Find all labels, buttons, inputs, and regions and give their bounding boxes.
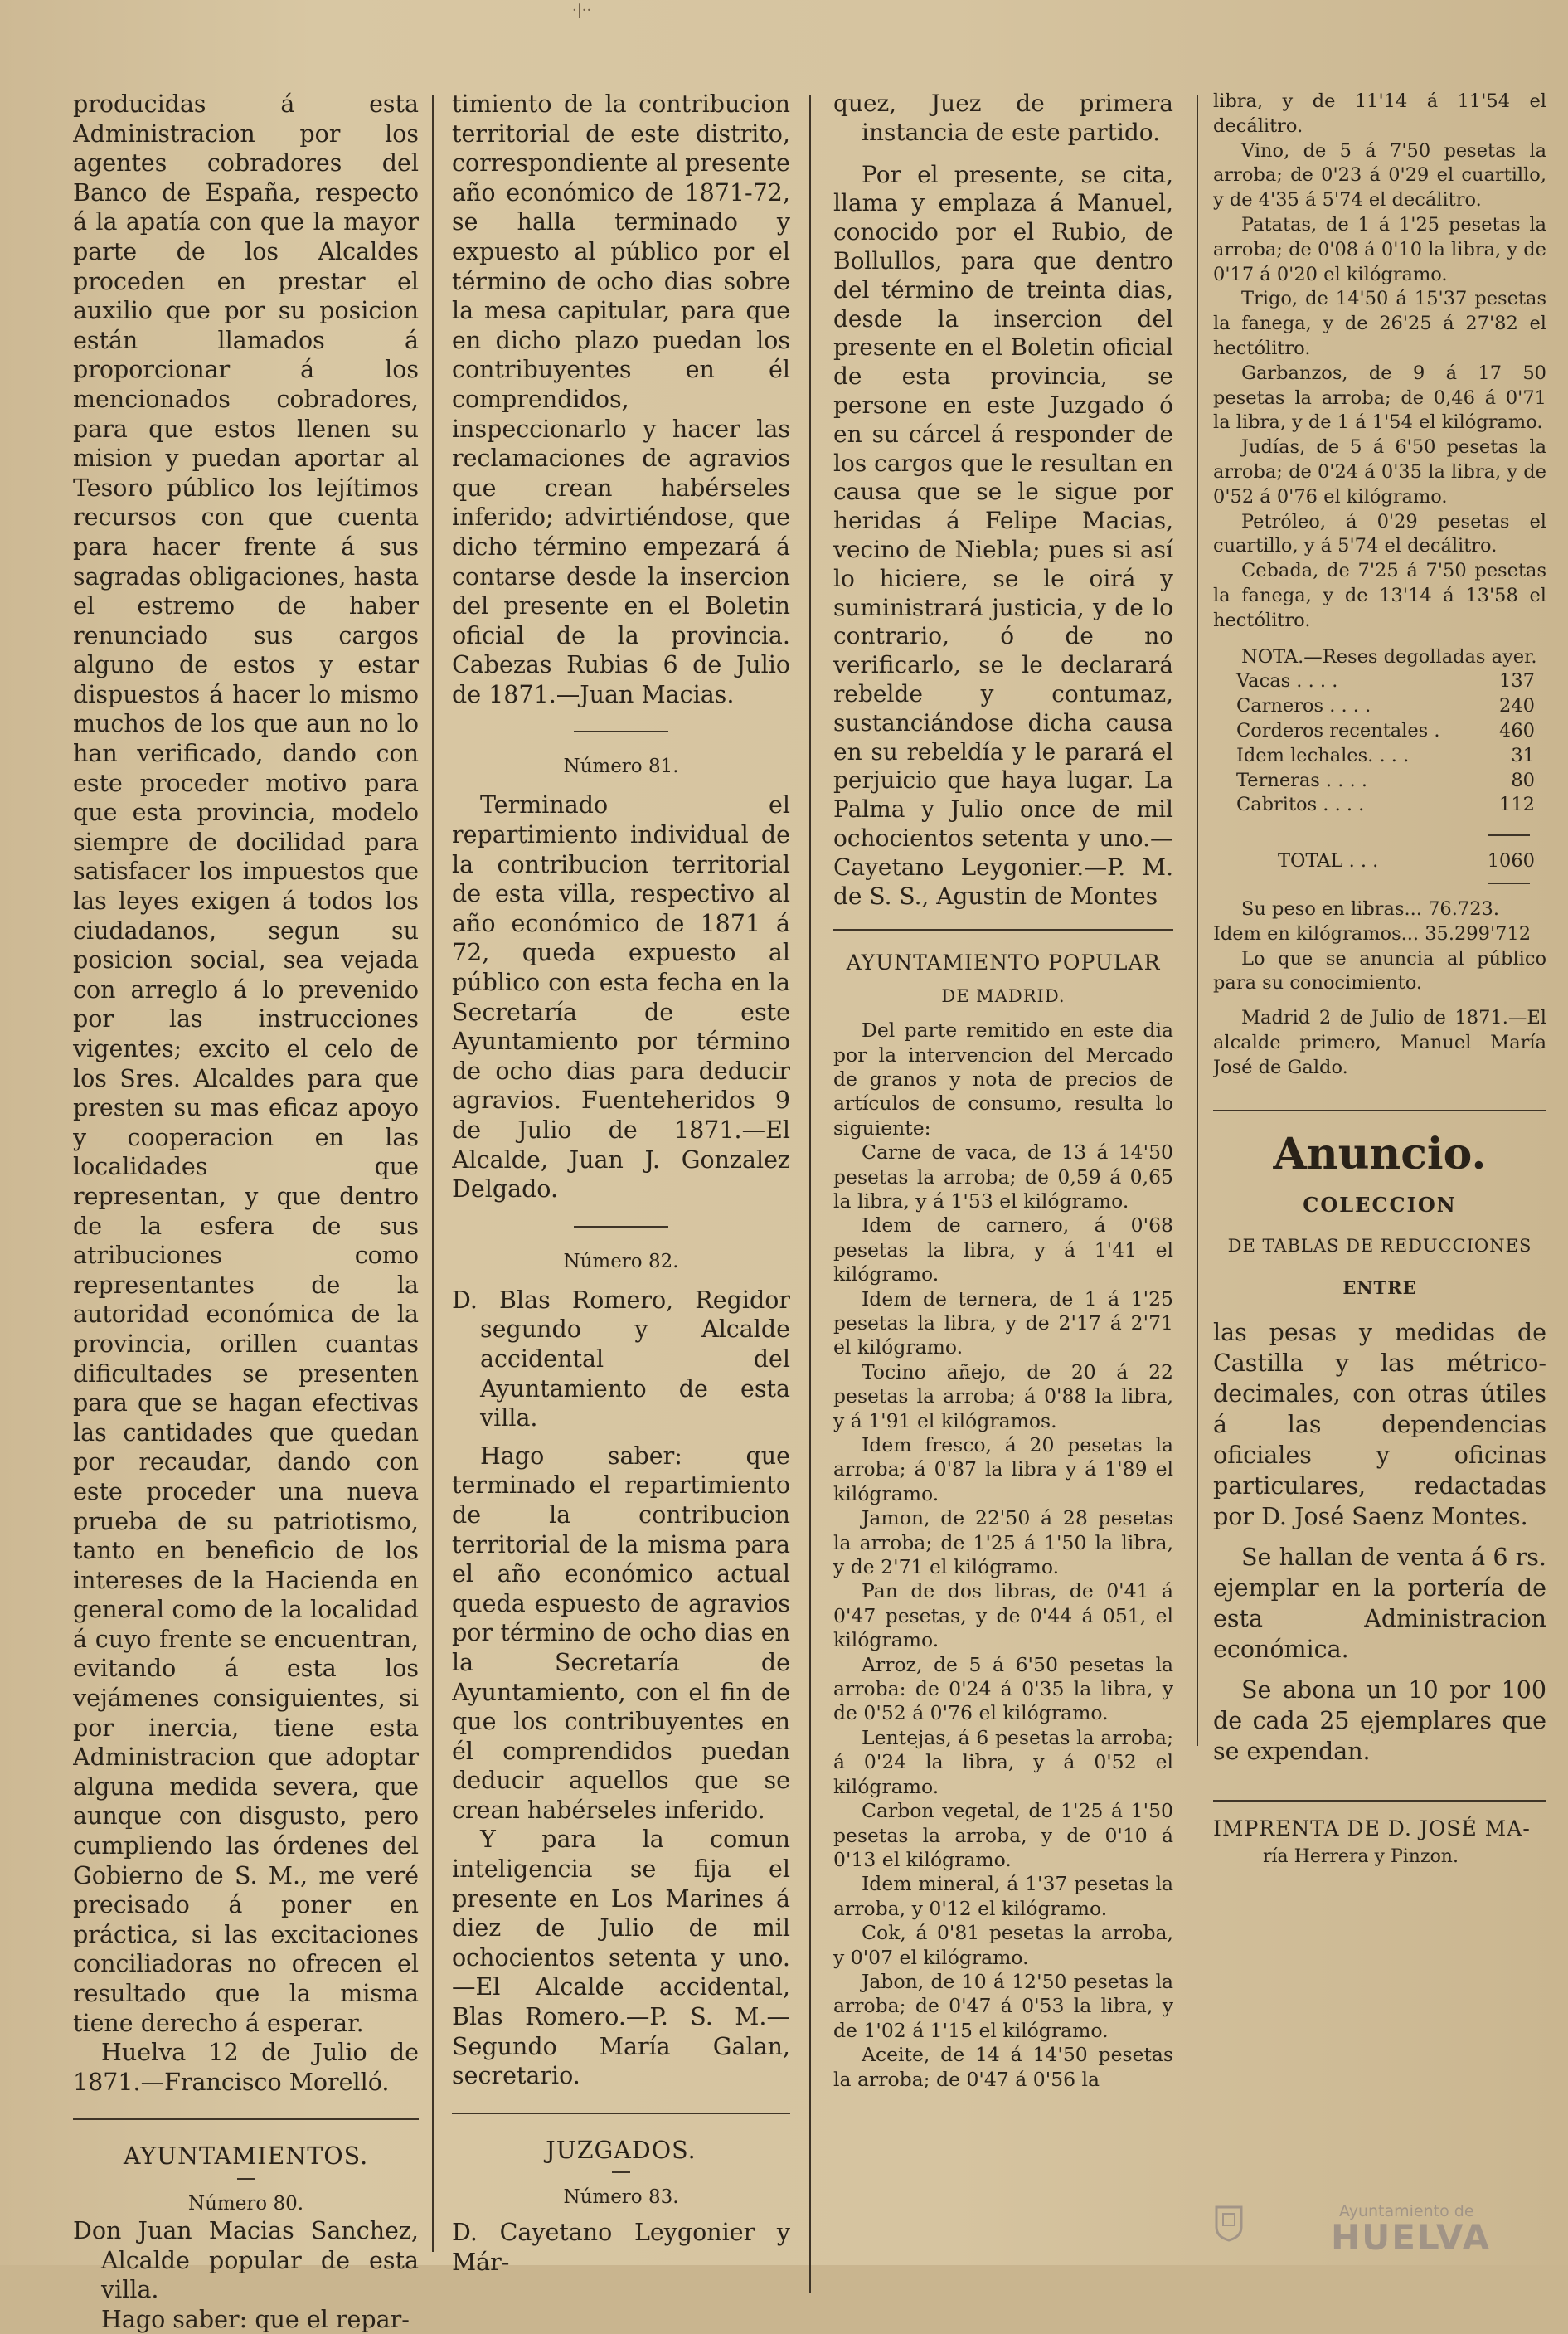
price-item: Arroz, de 5 á 6'50 pesetas la arroba: de 0'24 á 0'35 la libra, y de 0'52 á 0'76 el kilógramo.	[833, 1652, 1173, 1725]
reses-count: 460	[1499, 719, 1535, 742]
coleccion-heading: COLECCION	[1303, 1193, 1457, 1218]
reses-row	[1213, 669, 1546, 694]
signature-line: Huelva 12 de Julio de 1871.—Francisco Morelló.	[73, 2039, 419, 2096]
price-item: libra, y de 11'14 á 11'54 el decálitro.	[1213, 90, 1546, 137]
reses-count: 31	[1511, 744, 1535, 766]
reses-row	[1213, 793, 1546, 818]
reses-label: Cabritos . . . .	[1236, 794, 1365, 816]
notice-text: Hago saber: que terminado el repartimiento de la contribucion territorial de la misma para el año económico actual queda espuesto de agravios por término de ocho dias en la Secretaría de Ayuntamiento, con el fin de que los contribuyentes en él comprendidos puedan deducir aquellos que se crean habérseles inferido.	[452, 1442, 790, 1824]
reses-row	[1213, 769, 1546, 794]
price-item: Tocino añejo, de 20 á 22 pesetas la arroba; á 0'88 la libra, y á 1'91 el kilógramos.	[833, 1359, 1173, 1432]
reses-label: Carneros . . . .	[1236, 695, 1371, 717]
price-item: Pan de dos libras, de 0'41 á 0'47 pesetas, y de 0'44 á 051, el kilógramo.	[833, 1579, 1173, 1652]
reses-row	[1213, 694, 1546, 719]
madrid-signature: Madrid 2 de Julio de 1871.—El alcalde primero, Manuel María José de Galdo.	[1213, 1007, 1546, 1078]
watermark-line: Ayuntamiento de	[1339, 2202, 1474, 2220]
section-divider	[452, 2113, 790, 2114]
section-divider	[1213, 1110, 1546, 1111]
column-4	[1213, 90, 1546, 1869]
reses-label: Corderos recentales .	[1236, 719, 1440, 742]
price-item: Carbon vegetal, de 1'25 á 1'50 pesetas la arroba, y de 0'10 á 0'13 el kilógramo.	[833, 1799, 1173, 1871]
reses-count: 80	[1511, 769, 1535, 791]
short-dash	[237, 2178, 255, 2180]
total-row	[1213, 849, 1546, 874]
notice-issuer: D. Blas Romero, Regidor segundo y Alcalde accidental del Ayuntamiento de esta villa.	[452, 1286, 790, 1432]
madrid-heading: AYUNTAMIENTO POPULAR	[846, 951, 1161, 975]
notice-text: Y para la comun inteligencia se fija el presente en Los Marines á diez de Julio de mil ochocientos setenta y uno.—El Alcalde accidental, Blas Romero.—P. S. M.—Segundo María Galan, secretario.	[452, 1826, 790, 2090]
reses-count: 137	[1499, 670, 1535, 693]
notice-text: Por el presente, se cita, llama y emplaza á Manuel, conocido por el Rubio, de Bollullos, para que dentro del término de treinta dias, desde la insercion del presente en el Boletin oficial de esta provincia, se persone en este Juzgado ó en su cárcel á responder de los cargos que le resultan en causa que se le sigue por heridas á Felipe Macias, vecino de Niebla; pues si así lo hiciere, se le oirá y suministrará justicia, y de lo contrario, ó de no verificarlo, se le declarará rebelde y contumaz, sustanciándose dicha causa en su rebeldía y le parará el perjuicio que haya lugar. La Palma y Julio once de mil ochocientos setenta y uno.—Cayetano Leygonier.—P. M. de S. S., Agustin de Montes	[833, 160, 1173, 910]
anuncio-text: Se hallan de venta á 6 rs. ejemplar en la portería de esta Administracion económica.	[1213, 1543, 1546, 1663]
price-item: Jabon, de 10 á 12'50 pesetas la arroba; de 0'47 á 0'53 la libra, y de 1'02 á 1'15 el kilógramo.	[833, 1969, 1173, 2042]
sum-rule	[1488, 883, 1530, 884]
total-value: 1060	[1487, 850, 1535, 873]
section-divider	[1213, 1800, 1546, 1802]
archive-watermark	[1215, 2202, 1555, 2258]
tablas-heading: DE TABLAS DE REDUCCIONES	[1227, 1236, 1532, 1257]
column-3	[833, 90, 1173, 2092]
price-item: Trigo, de 14'50 á 15'37 pesetas la fanega, y de 26'25 á 27'82 el hectólitro.	[1213, 288, 1546, 359]
notice-number: Número 83.	[563, 2186, 679, 2209]
reses-row	[1213, 744, 1546, 769]
sum-rule	[1488, 834, 1530, 836]
notice-text: timiento de la contribucion territorial de este distrito, correspondiente al presente año económico de 1871-72, se halla terminado y expuesto al público por el término de ocho dias sobre la mesa capitular, para que en dicho plazo puedan los contribuyentes en él comprendidos, inspeccionarlo y hacer las reclamaciones de agravios que crean habérseles inferido; advirtiéndose, que dicho término empezará á contarse desde la insercion del presente en el Boletin oficial de la provincia. Cabezas Rubias 6 de Julio de 1871.—Juan Macias.	[452, 90, 790, 708]
column-rule	[1197, 95, 1198, 1746]
reses-count: 240	[1499, 695, 1535, 717]
reses-row	[1213, 719, 1546, 744]
anuncio-text: las pesas y medidas de Castilla y las métrico-decimales, con otras útiles á las dependencias oficiales y oficinas particulares, redactadas por D. José Saenz Montes.	[1213, 1318, 1546, 1530]
price-item: Cebada, de 7'25 á 7'50 pesetas la fanega, y de 13'14 á 13'58 el hectólitro.	[1213, 560, 1546, 631]
column-rule	[809, 95, 811, 2293]
price-item: Aceite, de 14 á 14'50 pesetas la arroba; de 0'47 á 0'56 la	[833, 2043, 1173, 2091]
short-dash	[612, 2171, 630, 2173]
announce-line: Lo que se anuncia al público para su conocimiento.	[1213, 947, 1546, 994]
price-item: Jamon, de 22'50 á 28 pesetas la arroba; de 1'25 á 1'50 la libra, y de 2'71 el kilógramo.	[833, 1506, 1173, 1579]
notice-number: Número 82.	[563, 1250, 679, 1272]
weight-line: Idem en kilógramos... 35.299'712	[1213, 922, 1532, 945]
circular-text: producidas á esta Administracion por los agentes cobradores del Banco de España, respecto á la apatía con que la mayor parte de los Alcaldes proceden en prestar el auxilio que por su posicion están llamados á proporcionar á los mencionados cobradores, para que estos llenen su mision y puedan aportar al Tesoro público los lejítimos recursos con que cuenta para hacer frente á sus sagradas obligaciones, hasta el estremo de haber renunciado sus cargos alguno de estos y estar dispuestos á hacer lo mismo muchos de los que aun no lo han verificado, dando con este proceder motivo para que esta provincia, modelo siempre de docilidad para satisfacer los impuestos que las leyes exigen á todos los ciudadanos, segun su posicion social, sea vejada con arreglo á lo prevenido por las instrucciones vigentes; excito el celo de los Sres. Alcaldes para que presten su mas eficaz apoyo y cooperacion en las localidades que representan, y que dentro de la esfera de sus atribuciones como representantes de la autoridad económica de la provincia, orillen cuantas dificultades se presenten para que se hagan efectivas las cantidades que quedan por recaudar, dando con este proceder una nueva prueba de su patriotismo, tanto en beneficio de los intereses de la Hacienda en general como de la localidad á cuyo frente se encuentran, evitando á esta los vejámenes consiguientes, si por inercia, tiene esta Administracion que adoptar alguna medida severa, que aunque con disgusto, pero cumpliendo las órdenes del Gobierno de S. M., me veré precisado á poner en práctica, si las excitaciones conciliadoras no ofrecen el resultado que la misma tiene derecho á esperar.	[73, 90, 419, 2037]
reses-label: Idem lechales. . . .	[1236, 744, 1410, 766]
section-heading-ayuntamientos: AYUNTAMIENTOS.	[123, 2142, 369, 2171]
anuncio-heading: Anuncio.	[1273, 1129, 1487, 1180]
notice-text: quez, Juez de primera instancia de este partido.	[833, 90, 1173, 146]
price-item: Idem de carnero, á 0'68 pesetas la libra, y á 1'41 el kilógramo.	[833, 1213, 1173, 1286]
weight-line: Su peso en libras... 76.723.	[1241, 897, 1499, 920]
section-heading-juzgados: JUZGADOS.	[546, 2136, 697, 2164]
shield-icon	[1215, 2205, 1243, 2242]
watermark-title: HUELVA	[1331, 2217, 1492, 2258]
price-item: Vino, de 5 á 7'50 pesetas la arroba; de 0'23 á 0'29 el cuartillo, y de 4'35 á 5'74 el decálitro.	[1213, 139, 1546, 212]
madrid-subheading: DE MADRID.	[941, 986, 1066, 1007]
reses-label: Vacas . . . .	[1236, 670, 1338, 693]
price-item: Judías, de 5 á 6'50 pesetas la arroba; de 0'24 á 0'35 la libra, y de 0'52 á 0'76 el kilógramo.	[1213, 436, 1546, 508]
notice-text: Hago saber: que el repar-	[101, 2305, 410, 2333]
anuncio-text: Se abona un 10 por 100 de cada 25 ejemplares que se expendan.	[1213, 1675, 1546, 1765]
price-item: Idem de ternera, de 1 á 1'25 pesetas la libra, y de 2'17 á 2'71 el kilógramo.	[833, 1286, 1173, 1359]
notice-number: Número 80.	[187, 2192, 304, 2215]
notice-text: Terminado el repartimiento individual de la contribucion territorial de esta villa, respectivo al año económico de 1871 á 72, queda expuesto al público con esta fecha en la Secretaría de este Ayuntamiento por término de ocho dias para deducir agravios. Fuenteheridos 9 de Julio de 1871.—El Alcalde, Juan J. Gonzalez Delgado.	[452, 791, 790, 1203]
market-intro: Del parte remitido en este dia por la intervencion del Mercado de granos y nota de precios de artículos de consumo, resulta lo siguiente:	[833, 1019, 1173, 1140]
page-mark: ·|··	[572, 2, 592, 19]
section-divider	[73, 2118, 419, 2120]
column-2	[452, 90, 790, 2278]
price-item: Petróleo, á 0'29 pesetas el cuartillo, y á 5'74 el decálitro.	[1213, 510, 1546, 557]
price-item: Cok, á 0'81 pesetas la arroba, y 0'07 el kilógramo.	[833, 1921, 1173, 1969]
notice-issuer: Don Juan Macias Sanchez, Alcalde popular de esta villa.	[73, 2216, 419, 2304]
total-label: TOTAL . . .	[1278, 850, 1379, 873]
price-item: Garbanzos, de 9 á 17 50 pesetas la arroba; de 0,46 á 0'71 la libra, y de 1 á 1'54 el kilógramo.	[1213, 362, 1546, 434]
section-divider	[574, 1226, 668, 1228]
column-1	[73, 90, 419, 2334]
notice-number: Número 81.	[563, 756, 679, 778]
price-item: Idem mineral, á 1'37 pesetas la arroba, y 0'12 el kilógramo.	[833, 1872, 1173, 1920]
column-rule	[432, 95, 434, 2252]
price-item: Carne de vaca, de 13 á 14'50 pesetas la arroba; de 0,59 á 0,65 la libra, y á 1'53 el kilógramo.	[833, 1140, 1173, 1213]
price-item: Patatas, de 1 á 1'25 pesetas la arroba; de 0'08 á 0'10 la libra, y de 0'17 á 0'20 el kilógramo.	[1213, 213, 1546, 285]
price-item: Lentejas, á 6 pesetas la arroba; á 0'24 la libra, y á 0'52 el kilógramo.	[833, 1725, 1173, 1798]
section-divider	[833, 929, 1173, 931]
reses-label: Terneras . . . .	[1236, 769, 1368, 791]
notice-issuer: D. Cayetano Leygonier y Már-	[452, 2219, 790, 2276]
reses-count: 112	[1499, 794, 1535, 816]
entre-heading: ENTRE	[1342, 1277, 1417, 1299]
printer-line: ría Herrera y Pinzon.	[1263, 1845, 1459, 1867]
printer-line: IMPRENTA DE D. JOSÉ MA-	[1213, 1816, 1531, 1840]
nota-title: NOTA.—Reses degolladas ayer.	[1241, 645, 1537, 668]
section-divider	[574, 731, 668, 732]
price-item: Idem fresco, á 20 pesetas la arroba; á 0'87 la libra y á 1'89 el kilógramo.	[833, 1433, 1173, 1505]
